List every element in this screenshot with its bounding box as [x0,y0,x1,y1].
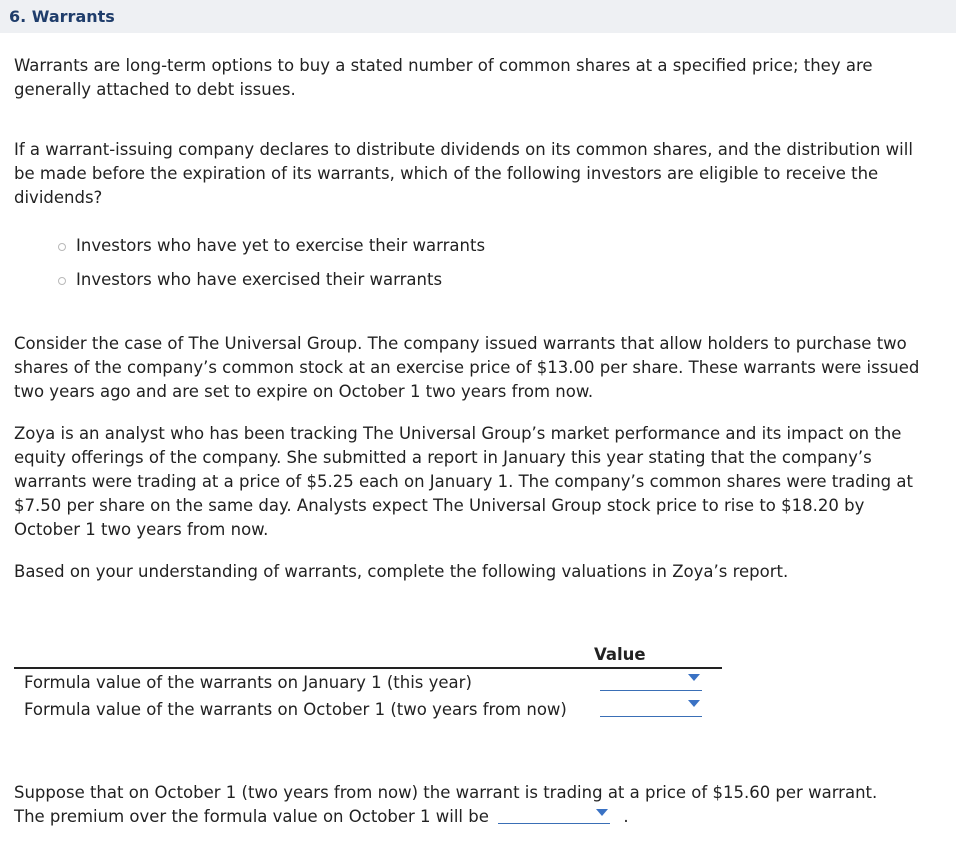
january-value-dropdown[interactable] [600,670,702,691]
premium-question [14,781,894,829]
case-paragraph: Consider the case of The Universal Group. The company issued warrants that allow holders to purchase two shares of the company’s common stock at an exercise price of $13.00 per share. These warrants were issued two years ago and are set to expire on October 1 two years from now. [14,334,920,401]
question-text: If a warrant-issuing company declares to distribute dividends on its common shares, and the distribution will be made before the expiration of its warrants, which of the following investors are eligible to receive the dividends? [14,140,913,207]
value-column-header: Value [594,645,646,664]
intro-text: Warrants are long-term options to buy a stated number of common shares at a specified price; they are generally attached to debt issues. [14,56,873,99]
option-yet-to-exercise[interactable] [58,233,485,257]
analyst-paragraph: Zoya is an analyst who has been tracking The Universal Group’s market performance and its impact on the equity offerings of the company. She submitted a report in January this year stating that the company’s warrants were trading at a price of $5.25 each on January 1. The company’s common shares were trading at $7.50 per share on the same day. Analysts expect The Universal Group stock price to rise to $18.20 by October 1 two years from now. [14,424,913,539]
premium-question-text: Suppose that on October 1 (two years from now) the warrant is trading at a price of $15.60 per warrant. The premium over the formula value on October 1 will be [14,783,878,826]
radio-unchecked-icon[interactable] [58,243,66,251]
option-label: Investors who have exercised their warrants [76,269,443,289]
chevron-down-icon [596,809,608,816]
title-bar [0,0,956,33]
option-exercised[interactable] [58,267,442,291]
header-divider [14,667,722,669]
october-value-dropdown[interactable] [600,696,702,717]
page-title: 6. Warrants [9,7,115,26]
sentence-period: . [623,807,629,826]
instruction-text: Based on your understanding of warrants, complete the following valuations in Zoya’s report. [14,562,789,581]
option-label: Investors who have yet to exercise their warrants [76,235,486,255]
premium-dropdown[interactable] [498,805,610,824]
row-label-january: Formula value of the warrants on January 1 (this year) [24,673,472,692]
chevron-down-icon [688,674,700,681]
chevron-down-icon [688,700,700,707]
radio-unchecked-icon[interactable] [58,277,66,285]
row-label-october: Formula value of the warrants on October 1 (two years from now) [24,700,567,719]
